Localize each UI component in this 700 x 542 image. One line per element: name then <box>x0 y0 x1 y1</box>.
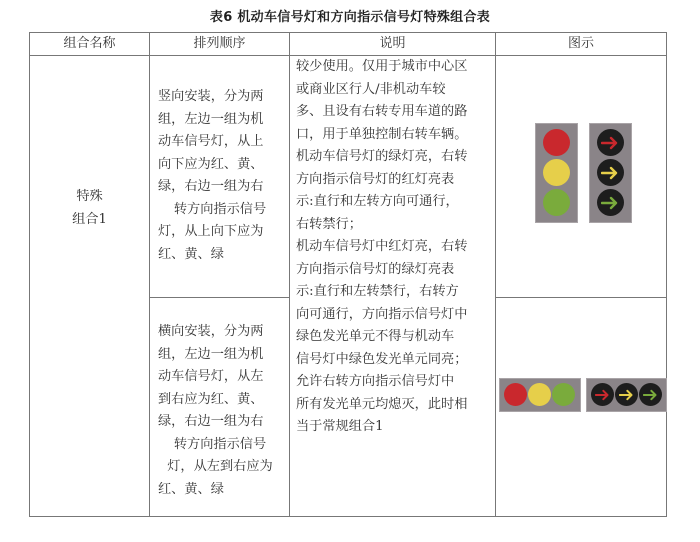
text-line: 方向指示信号灯的绿灯亮表 <box>296 261 455 277</box>
text-line: 向下应为红、黄、 <box>158 156 264 172</box>
vehicle-signal-housing <box>499 378 581 412</box>
red-lamp-icon <box>504 383 527 406</box>
text-line: 或商业区行人/非机动车较 <box>296 81 446 97</box>
yellow-lamp-icon <box>528 383 551 406</box>
text-line: 较少使用。仅用于城市中心区 <box>296 59 468 74</box>
green-right-arrow-icon <box>597 189 624 216</box>
text-line: 转方向指示信号 <box>173 436 267 452</box>
yellow-right-arrow-icon <box>597 159 624 186</box>
arrow-signal-housing <box>586 378 667 412</box>
green-lamp-icon <box>543 189 570 216</box>
column-divider <box>289 33 290 516</box>
text-line: 动车信号灯，从上 <box>158 134 264 149</box>
green-lamp-icon <box>552 383 575 406</box>
text-line: 绿，右边一组为右 <box>158 414 264 429</box>
arrangement-vertical <box>158 86 286 266</box>
text-line: 红、黄、绿 <box>158 246 224 262</box>
arrangement-horizontal <box>158 321 286 501</box>
text-line: 当于常规组合1 <box>296 419 384 434</box>
text-line: 所有发光单元均熄灭，此时相 <box>296 396 468 412</box>
text-line: 灯，从上向下应为 <box>158 224 264 239</box>
yellow-lamp-icon <box>543 159 570 186</box>
text-line: 机动车信号灯的绿灯亮，右转 <box>296 149 468 164</box>
text-line: 允许右转方向指示信号灯中 <box>296 374 455 389</box>
column-divider <box>149 33 150 516</box>
table-title: 表6 机动车信号灯和方向指示信号灯特殊组合表 <box>209 10 491 25</box>
header-figure: 图示 <box>567 36 594 51</box>
red-lamp-icon <box>543 129 570 156</box>
text-line: 灯，从左到右应为 <box>167 459 273 474</box>
text-line: 多、且设有右转专用车道的路 <box>296 104 468 119</box>
text-line: 机动车信号灯中红灯亮，右转 <box>296 239 468 254</box>
header-description: 说明 <box>379 36 406 51</box>
text-line: 组，左边一组为机 <box>158 111 264 127</box>
text-line: 示:直行和左转方向可通行， <box>296 194 459 209</box>
text-line: 到右应为红、黄、 <box>158 391 264 407</box>
red-right-arrow-icon <box>597 129 624 156</box>
combination-name-line: 组合1 <box>72 211 107 227</box>
text-line: 竖向安装，分为两 <box>158 89 264 104</box>
combination-name <box>30 186 149 231</box>
text-line: 横向安装，分为两 <box>158 324 264 339</box>
signal-combination-table <box>29 32 667 517</box>
text-line: 信号灯中绿色发光单元同亮； <box>296 351 468 367</box>
text-line: 绿色发光单元不得与机动车 <box>296 329 455 344</box>
red-right-arrow-icon <box>591 383 614 406</box>
text-line: 绿，右边一组为右 <box>158 179 264 194</box>
header-combination-name: 组合名称 <box>63 36 116 51</box>
vehicle-signal-housing <box>535 123 578 223</box>
yellow-right-arrow-icon <box>615 383 638 406</box>
text-line: 口，用于单独控制右转车辆。 <box>296 126 468 142</box>
description <box>296 56 496 439</box>
combination-name-line: 特殊 <box>76 189 103 204</box>
text-line: 转方向指示信号 <box>173 201 267 217</box>
text-line: 红、黄、绿 <box>158 481 224 497</box>
text-line: 组，左边一组为机 <box>158 346 264 362</box>
green-right-arrow-icon <box>639 383 662 406</box>
text-line: 方向指示信号灯的红灯亮表 <box>296 171 455 187</box>
arrow-signal-housing <box>589 123 632 223</box>
text-line: 动车信号灯，从左 <box>158 369 264 384</box>
text-line: 向可通行，方向指示信号灯中 <box>296 306 468 322</box>
text-line: 右转禁行； <box>296 216 362 232</box>
header-arrangement: 排列顺序 <box>193 36 246 51</box>
text-line: 示:直行和左转禁行，右转方 <box>296 284 459 299</box>
row-divider <box>495 297 666 298</box>
row-divider <box>149 297 290 298</box>
